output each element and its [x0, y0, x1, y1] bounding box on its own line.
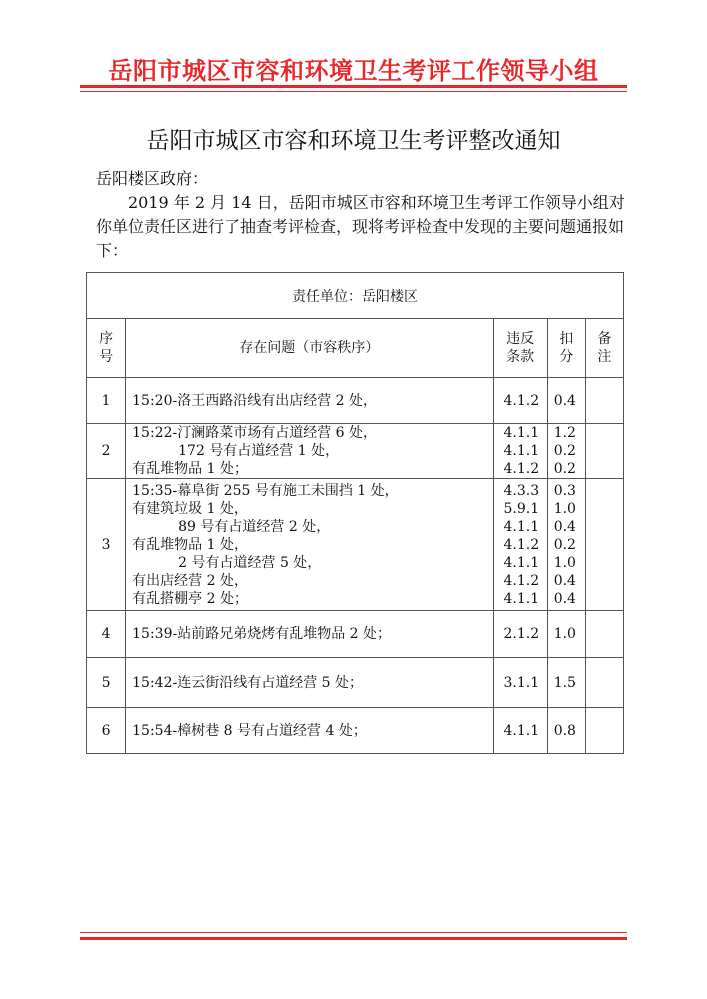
- document-title: 岳阳市城区市容和环境卫生考评整改通知: [146, 128, 561, 154]
- row-note: [585, 611, 623, 658]
- row-note: [585, 378, 623, 424]
- table-row: [87, 611, 624, 658]
- issue-line: 2 号有占道经营 5 处，: [178, 554, 322, 571]
- deduction-value: 0.4: [553, 572, 576, 589]
- recipient-line: 岳阳楼区政府：: [96, 169, 209, 188]
- footer-red-rule-thin: [80, 932, 627, 933]
- clause-value: 4.1.1: [503, 443, 540, 459]
- row-clause: [493, 658, 547, 708]
- row-issue: [126, 424, 493, 479]
- deduction-value: 0.8: [553, 722, 576, 739]
- row-issue: [126, 378, 493, 424]
- issue-line: 15:22-汀澜路菜市场有占道经营 6 处，: [132, 425, 378, 441]
- header-note: 备注: [585, 319, 623, 378]
- row-index: 2: [87, 424, 126, 479]
- table-row: [87, 708, 624, 754]
- deduction-value: 1.2: [553, 425, 576, 441]
- table-header-row: [87, 319, 624, 378]
- row-note: [585, 424, 623, 479]
- issue-line: 172 号有占道经营 1 处，: [178, 443, 340, 459]
- clause-value: 4.1.2: [503, 536, 540, 553]
- row-index: 5: [87, 658, 126, 708]
- issue-line: 有乱搭棚亭 2 处；: [132, 590, 248, 607]
- row-issue: [126, 658, 493, 708]
- clause-value: 4.1.2: [503, 461, 540, 477]
- clause-value: 4.1.1: [503, 722, 540, 739]
- body-paragraph: 2019 年 2 月 14 日，岳阳市城区市容和环境卫生考评工作领导小组对你单位责任区进行了抽查考评检查，现将考评检查中发现的主要问题通报如下：: [96, 193, 625, 260]
- row-index: 1: [87, 378, 126, 424]
- header-deduction: 扣分: [547, 319, 585, 378]
- issue-line: 15:35-幕阜街 255 号有施工未围挡 1 处，: [132, 482, 399, 499]
- header-issue: 存在问题（市容秩序）: [126, 319, 493, 378]
- row-note: [585, 708, 623, 754]
- clause-value: 4.1.1: [503, 590, 540, 607]
- deduction-value: 1.0: [553, 500, 576, 517]
- header-red-rule-thin: [80, 91, 627, 92]
- footer-red-rule-thick: [80, 937, 627, 940]
- header-clause: 违反条款: [493, 319, 547, 378]
- clause-value: 5.9.1: [503, 500, 540, 517]
- issue-line: 有出店经营 2 处，: [132, 572, 248, 589]
- row-note: [585, 479, 623, 611]
- clause-value: 4.1.2: [503, 392, 540, 409]
- row-clause: [493, 378, 547, 424]
- clause-value: 4.3.3: [503, 482, 540, 499]
- row-deduction: [547, 658, 585, 708]
- table-row: [87, 479, 624, 611]
- row-deduction: [547, 708, 585, 754]
- row-index: 6: [87, 708, 126, 754]
- issue-line: 有建筑垃圾 1 处，: [132, 500, 248, 517]
- issue-line: 有乱堆物品 1 处，: [132, 536, 248, 553]
- row-issue: [126, 611, 493, 658]
- issue-line: 15:42-连云街沿线有占道经营 5 处；: [132, 674, 364, 691]
- issue-line: 15:20-洛王西路沿线有出店经营 2 处，: [132, 392, 378, 409]
- row-issue: [126, 479, 493, 611]
- deduction-value: 0.2: [553, 461, 576, 477]
- issue-line: 15:39-站前路兄弟烧烤有乱堆物品 2 处；: [132, 626, 392, 642]
- deduction-value: 0.3: [553, 482, 576, 499]
- header-index: 序号: [87, 319, 126, 378]
- row-deduction: [547, 424, 585, 479]
- row-deduction: [547, 479, 585, 611]
- row-clause: [493, 611, 547, 658]
- clause-value: 4.1.1: [503, 425, 540, 441]
- clause-value: 4.1.1: [503, 554, 540, 571]
- deduction-value: 1.0: [553, 626, 576, 642]
- row-index: 3: [87, 479, 126, 611]
- clause-value: 2.1.2: [503, 626, 540, 642]
- deduction-value: 0.2: [553, 536, 576, 553]
- deduction-value: 1.5: [553, 674, 576, 691]
- table-row: [87, 424, 624, 479]
- deduction-value: 0.2: [553, 443, 576, 459]
- issue-line: 89 号有占道经营 2 处，: [178, 518, 331, 535]
- header-red-rule-thick: [80, 85, 627, 88]
- findings-table: [86, 272, 624, 754]
- clause-value: 4.1.1: [503, 518, 540, 535]
- issue-line: 有乱堆物品 1 处；: [132, 461, 248, 477]
- table-row: [87, 658, 624, 708]
- row-deduction: [547, 378, 585, 424]
- row-clause: [493, 424, 547, 479]
- deduction-value: 0.4: [553, 392, 576, 409]
- org-header: 岳阳市城区市容和环境卫生考评工作领导小组: [108, 56, 599, 85]
- clause-value: 3.1.1: [503, 674, 540, 691]
- deduction-value: 0.4: [553, 518, 576, 535]
- deduction-value: 1.0: [553, 554, 576, 571]
- responsible-unit: 责任单位：岳阳楼区: [87, 273, 624, 319]
- clause-value: 4.1.2: [503, 572, 540, 589]
- row-index: 4: [87, 611, 126, 658]
- row-note: [585, 658, 623, 708]
- row-issue: [126, 708, 493, 754]
- row-deduction: [547, 611, 585, 658]
- responsible-unit-row: [87, 273, 624, 319]
- deduction-value: 0.4: [553, 590, 576, 607]
- issue-line: 15:54-樟树巷 8 号有占道经营 4 处；: [132, 722, 367, 739]
- table-row: [87, 378, 624, 424]
- row-clause: [493, 708, 547, 754]
- row-clause: [493, 479, 547, 611]
